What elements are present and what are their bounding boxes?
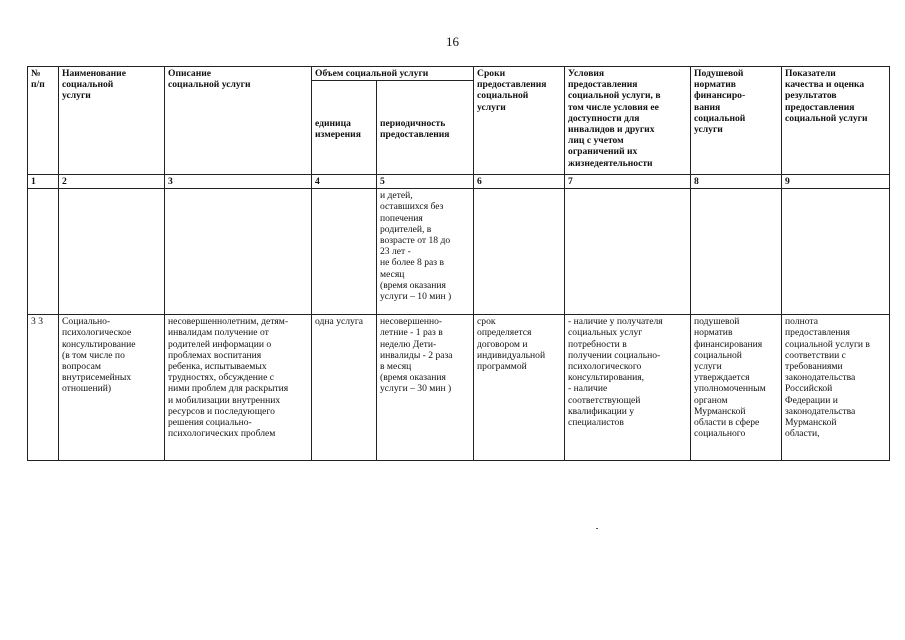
cell-number: 3 3: [28, 315, 59, 461]
cell-service-name: [59, 189, 165, 315]
header-description: Описание социальной услуги: [165, 67, 312, 175]
header-terms: Сроки предоставления социальной услуги: [474, 67, 565, 175]
cell-quality: полнота предоставления социальной услуги в соответствии с требованиями законодательства Российской Федерации и законодательства Мурманской области,: [782, 315, 890, 461]
header-conditions: Условия предоставления социальной услуги, в том числе условия ее доступности для инвалидов и других лиц с учетом ограничений их жизнедеятельности: [565, 67, 691, 175]
header-service-name: Наименование социальной услуги: [59, 67, 165, 175]
header-quality: Показатели качества и оценка результатов предоставления социальной услуги: [782, 67, 890, 175]
column-number: 7: [565, 175, 691, 189]
column-number: 4: [312, 175, 377, 189]
column-number: 6: [474, 175, 565, 189]
cell-number: [28, 189, 59, 315]
header-periodicity: периодичность предоставления: [377, 81, 474, 175]
column-number: 3: [165, 175, 312, 189]
cell-terms: срок определяется договором и индивидуальной программой: [474, 315, 565, 461]
column-number: 1: [28, 175, 59, 189]
scan-speck: [596, 528, 598, 529]
services-table: [27, 66, 890, 461]
column-number: 9: [782, 175, 890, 189]
table-row: [28, 315, 890, 461]
cell-terms: [474, 189, 565, 315]
cell-unit: [312, 189, 377, 315]
page-number: 16: [446, 34, 459, 49]
column-number: 8: [691, 175, 782, 189]
cell-description: несовершеннолетним, детям- инвалидам получение от родителей информации о проблемах воспитания ребенка, испытываемых трудностях, обсуждение с ними проблем для раскрытия и мобилизации внутренних ресурсов и последующего решения социально- психологических проблем: [165, 315, 312, 461]
table-row: [28, 189, 890, 315]
column-number-row: [28, 175, 890, 189]
column-number: 2: [59, 175, 165, 189]
cell-conditions: [565, 189, 691, 315]
cell-description: [165, 189, 312, 315]
header-volume: Объем социальной услуги: [312, 67, 474, 81]
cell-financing: [691, 189, 782, 315]
cell-service-name: Социально- психологическое консультирование (в том числе по вопросам внутрисемейных отношений): [59, 315, 165, 461]
header-unit: единица измерения: [312, 81, 377, 175]
header-financing: Подушевой норматив финансиро- вания социальной услуги: [691, 67, 782, 175]
cell-quality: [782, 189, 890, 315]
column-number: 5: [377, 175, 474, 189]
cell-unit: одна услуга: [312, 315, 377, 461]
cell-periodicity: и детей, оставшихся без попечения родителей, в возрасте от 18 до 23 лет - не более 8 раз в месяц (время оказания услуги – 10 мин ): [377, 189, 474, 315]
header-number: № п/п: [28, 67, 59, 175]
cell-periodicity: несовершенно- летние - 1 раз в неделю Дети- инвалиды - 2 раза в месяц (время оказания услуги – 30 мин ): [377, 315, 474, 461]
cell-conditions: - наличие у получателя социальных услуг потребности в получении социально- психологического консультирования, - наличие соответствующей квалификации у специалистов: [565, 315, 691, 461]
cell-financing: подушевой норматив финансирования социальной услуги утверждается уполномоченным органом Мурманской области в сфере социального: [691, 315, 782, 461]
